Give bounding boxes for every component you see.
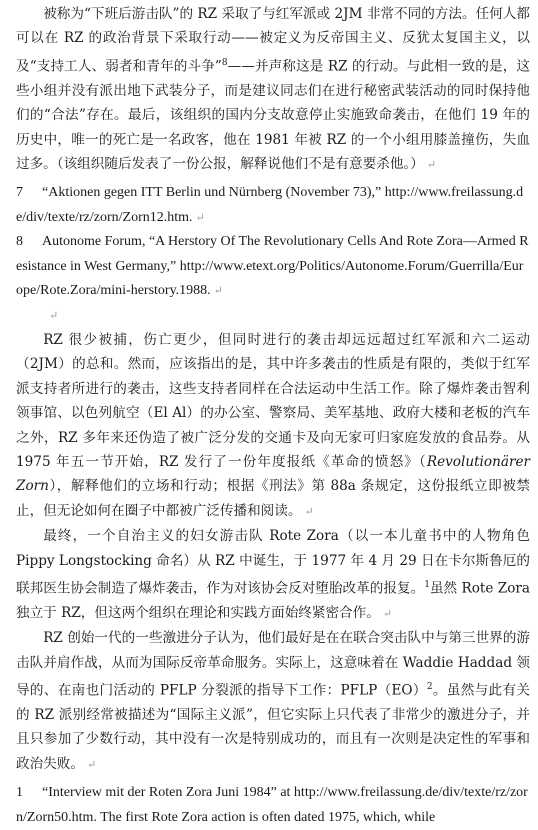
footnote-1: 1 “Interview mit der Roten Zora Juni 1984” at http://www.freilassung.de/div/texte/rz/zorn/Zorn50.htm. The first Rote Zora action is often dated 1975, which, while	[16, 785, 528, 825]
empty-paragraph	[16, 304, 530, 328]
paragraph-mark-icon: ↵	[49, 308, 59, 322]
paragraph-mark-icon: ↵	[86, 757, 97, 771]
paragraph-rz-approach: 被称为“下班后游击队”的 RZ 采取了与红军派或 2JM 非常不同的方法。任何人都可以在 RZ 的政治背景下采取行动——被定义为反帝国主义、反犹太复国主义，以及“支持工人、弱者和青年的斗争”$^8$——并声称这是 RZ 的行动。与此相一致的是，这些小组并没有派出地下武装分子，而是建议同志们在进行秘密武装活动的同时保持他们的“合法”存在。最后，该组织的国内分支故意停止实施致命袭击，在他们 19 年的历史中，唯一的死亡是一名政客，他在 1981 年被 RZ 的一个小组用膝盖撞伤，失血过多。（该组织随后发表了一份公报，解释说他们不是有意要杀他。） ↵	[16, 6, 530, 172]
paragraph-international-faction: RZ 创始一代的一些激进分子认为，他们最好是在在联合突击队中与第三世界的游击队并肩作战，从而为国际反帝革命服务。实际上，这意味着在 Waddie Haddad 领导的、在南也门活动的 PFLP 分裂派的指导下工作：PFLP（EO）$^2$。虽然与此有关的 RZ 派别经常被描述为“国际主义派”，但它实际上只代表了非常少的激进分子，并且只参加了少数行动，其中没有一次是特别成功的，而且有一次则是决定性的军事和政治失败。 ↵	[16, 630, 530, 772]
footnote-7: 7 “Aktionen gegen ITT Berlin und Nürnberg (November 73),” http://www.freilassung.de/div/texte/rz/zorn/Zorn12.htm. ↵	[16, 185, 524, 225]
paragraph-mark-icon: ↵	[213, 285, 223, 298]
footnote-ref-1[interactable]: 1	[424, 579, 430, 590]
paragraph-mark-icon: ↵	[195, 211, 205, 224]
footnote-ref-8[interactable]: 8	[221, 57, 228, 68]
paragraph-mark-icon: ↵	[426, 157, 437, 171]
paragraph-mark-icon: ↵	[382, 606, 393, 620]
footnote-8: 8 Autonome Forum, “A Herstory Of The Revolutionary Cells And Rote Zora—Armed Resistance in West Germany,” http://www.etext.org/Politics/Autonome.Forum/Guerrilla/Europe/Rote.Zora/mini-herstory.1988. ↵	[16, 234, 529, 299]
paragraph-rote-zora: 最终，一个自治主义的妇女游击队 Rote Zora（以一本儿童书中的人物角色 Pippy Longstocking 命名）从 RZ 中诞生，于 1977 年 4 月 29 日在卡尔斯鲁厄的联邦医生协会制造了爆炸袭击，作为对该协会反对堕胎改革的报复。$^1$虽然 Rote Zora 独立于 RZ，但这两个组织在理论和实践方面始终紧密合作。 ↵	[16, 528, 530, 621]
newspaper-title: Revolutionärer Zorn	[16, 453, 530, 495]
paragraph-rz-attacks: RZ 很少被捕，伤亡更少，但同时进行的袭击却远远超过红军派和六二运动（2JM）的总和。然而，应该指出的是，其中许多袭击的性质是有限的，类似于红军派支持者所进行的袭击，这些支持者同样在合法运动中生活工作。除了爆炸袭击智利领事馆、以色列航空（El Al）的办公室、警察局、美军基地、政府大楼和老板的汽车之外，RZ 多年来还伪造了被广泛分发的交通卡及向无家可归家庭发放的食品券。从 1975 年五一节开始，RZ 发行了一份年度报纸《革命的愤怒》（Revolutionärer Zorn），解释他们的立场和行动；根据《刑法》第 88a 条规定，这份报纸立即被禁止，但无论如何在圈子中都被广泛传播和阅读。 ↵	[16, 331, 530, 519]
document-page	[0, 2, 538, 830]
paragraph-mark-icon: ↵	[304, 504, 314, 518]
footnote-ref-2[interactable]: 2	[426, 682, 433, 693]
